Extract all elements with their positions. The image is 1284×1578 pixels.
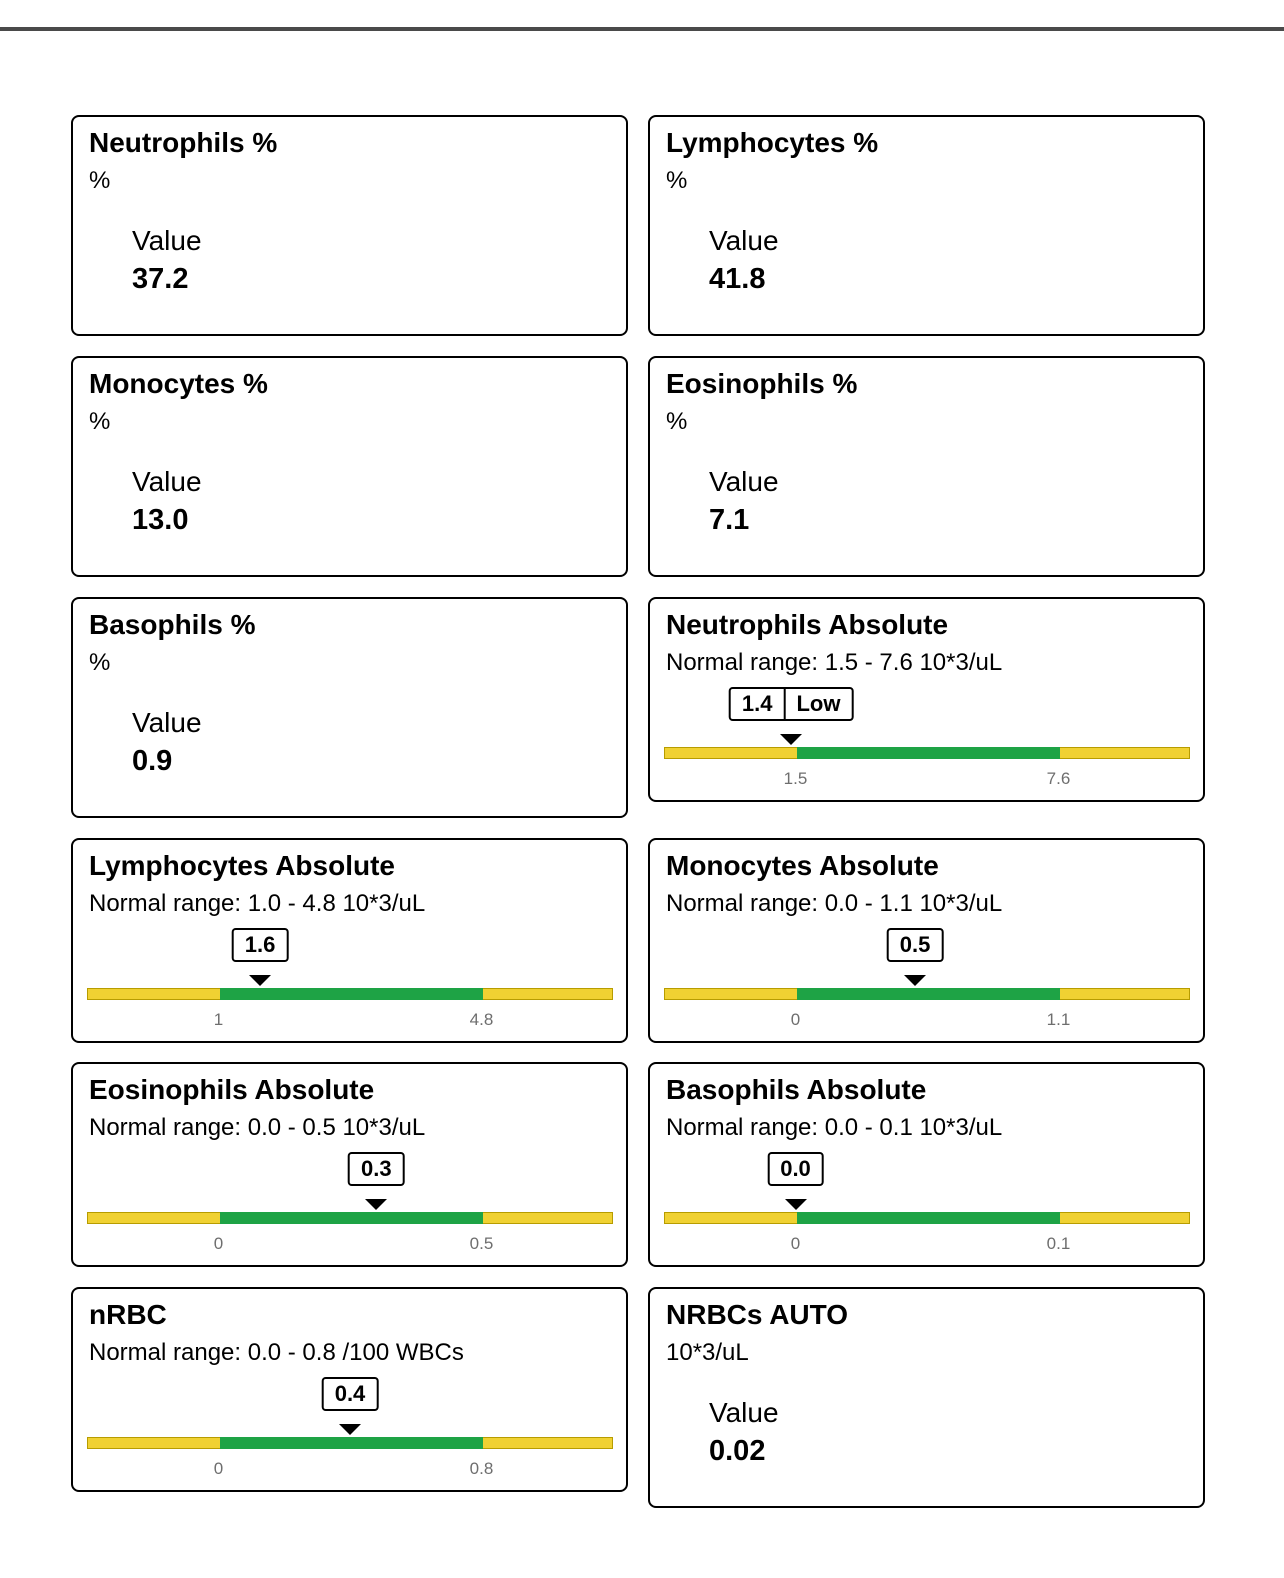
card-title: Lymphocytes Absolute — [89, 850, 395, 881]
card-lymphocytes-pct[interactable] — [648, 115, 1205, 336]
card-neutrophils-absolute[interactable] — [648, 597, 1205, 802]
result-value: 0.4 — [334, 1381, 366, 1406]
result-value: 0.5 — [899, 932, 931, 957]
value-label: Value — [132, 707, 202, 738]
card-eosinophils-absolute[interactable] — [71, 1062, 628, 1267]
card-title: Neutrophils Absolute — [666, 609, 949, 640]
range-bar — [664, 1212, 1190, 1224]
result-badge — [767, 1152, 824, 1186]
range-bar — [87, 1212, 613, 1224]
result-badge — [729, 687, 854, 721]
range-high-label: 4.8 — [469, 1010, 494, 1029]
normal-range-segment — [220, 1437, 483, 1449]
range-bar — [664, 747, 1190, 759]
range-bar — [87, 1437, 613, 1449]
card-title: Lymphocytes % — [666, 127, 879, 158]
result-value: 41.8 — [709, 263, 766, 295]
card-title: nRBC — [89, 1299, 167, 1330]
result-value: 0.02 — [709, 1435, 766, 1467]
card-title: Basophils Absolute — [666, 1074, 927, 1105]
card-unit: % — [89, 167, 111, 194]
range-bar — [664, 988, 1190, 1000]
card-unit: 10*3/uL — [666, 1339, 749, 1366]
result-value: 37.2 — [132, 263, 189, 295]
card-title: Monocytes Absolute — [666, 850, 939, 881]
value-label: Value — [132, 225, 202, 256]
card-nrbcs-auto[interactable] — [648, 1287, 1205, 1508]
range-high-label: 1.1 — [1046, 1010, 1071, 1029]
result-value: 0.0 — [780, 1156, 811, 1181]
normal-range-segment — [797, 747, 1060, 759]
normal-range-text: Normal range: 0.0 - 0.1 10*3/uL — [666, 1114, 1003, 1141]
card-title: Eosinophils % — [666, 368, 858, 399]
range-bar — [87, 988, 613, 1000]
normal-range-text: Normal range: 1.0 - 4.8 10*3/uL — [89, 890, 426, 917]
card-basophils-absolute[interactable] — [648, 1062, 1205, 1267]
card-basophils-pct[interactable] — [71, 597, 628, 818]
value-marker-icon — [249, 975, 271, 986]
range-low-label: 1 — [213, 1010, 224, 1029]
normal-range-segment — [797, 1212, 1060, 1224]
range-low-label: 0 — [213, 1459, 224, 1478]
normal-range-text: Normal range: 1.5 - 7.6 10*3/uL — [666, 649, 1003, 676]
card-unit: % — [666, 408, 688, 435]
card-title: Basophils % — [89, 609, 256, 640]
range-low-label: 0 — [213, 1234, 224, 1253]
range-high-label: 0.8 — [469, 1459, 494, 1478]
card-unit: % — [89, 649, 111, 676]
range-low-label: 0 — [790, 1010, 801, 1029]
result-value: 13.0 — [132, 504, 189, 536]
result-value: 7.1 — [709, 504, 750, 536]
result-badge — [887, 928, 944, 962]
card-unit: % — [666, 167, 688, 194]
result-flag: Low — [783, 689, 851, 719]
value-label: Value — [709, 225, 779, 256]
value-label: Value — [709, 466, 779, 497]
result-value: 1.4 — [741, 691, 773, 716]
normal-range-text: Normal range: 0.0 - 0.5 10*3/uL — [89, 1114, 426, 1141]
card-lymphocytes-absolute[interactable] — [71, 838, 628, 1043]
result-badge — [232, 928, 289, 962]
card-eosinophils-pct[interactable] — [648, 356, 1205, 577]
value-label: Value — [709, 1397, 779, 1428]
card-title: Eosinophils Absolute — [89, 1074, 375, 1105]
card-nrbc[interactable] — [71, 1287, 628, 1492]
value-marker-icon — [904, 975, 926, 986]
card-unit: % — [89, 408, 111, 435]
result-badge — [322, 1377, 379, 1411]
value-label: Value — [132, 466, 202, 497]
card-monocytes-absolute[interactable] — [648, 838, 1205, 1043]
range-low-label: 1.5 — [783, 769, 808, 788]
card-title: Monocytes % — [89, 368, 268, 399]
range-low-label: 0 — [790, 1234, 801, 1253]
result-badge — [348, 1152, 405, 1186]
value-marker-icon — [785, 1199, 807, 1210]
normal-range-segment — [220, 1212, 483, 1224]
result-value: 0.9 — [132, 745, 173, 777]
normal-range-text: Normal range: 0.0 - 0.8 /100 WBCs — [89, 1339, 464, 1366]
top-divider — [0, 27, 1284, 31]
card-neutrophils-pct[interactable] — [71, 115, 628, 336]
card-title: NRBCs AUTO — [666, 1299, 849, 1330]
range-high-label: 0.1 — [1046, 1234, 1071, 1253]
card-title: Neutrophils % — [89, 127, 278, 158]
result-value: 0.3 — [361, 1156, 392, 1181]
range-high-label: 7.6 — [1046, 769, 1071, 788]
value-marker-icon — [365, 1199, 387, 1210]
card-monocytes-pct[interactable] — [71, 356, 628, 577]
normal-range-text: Normal range: 0.0 - 1.1 10*3/uL — [666, 890, 1003, 917]
normal-range-segment — [797, 988, 1060, 1000]
result-value: 1.6 — [244, 932, 276, 957]
range-high-label: 0.5 — [469, 1234, 494, 1253]
value-marker-icon — [339, 1424, 361, 1435]
normal-range-segment — [220, 988, 483, 1000]
value-marker-icon — [780, 734, 802, 745]
